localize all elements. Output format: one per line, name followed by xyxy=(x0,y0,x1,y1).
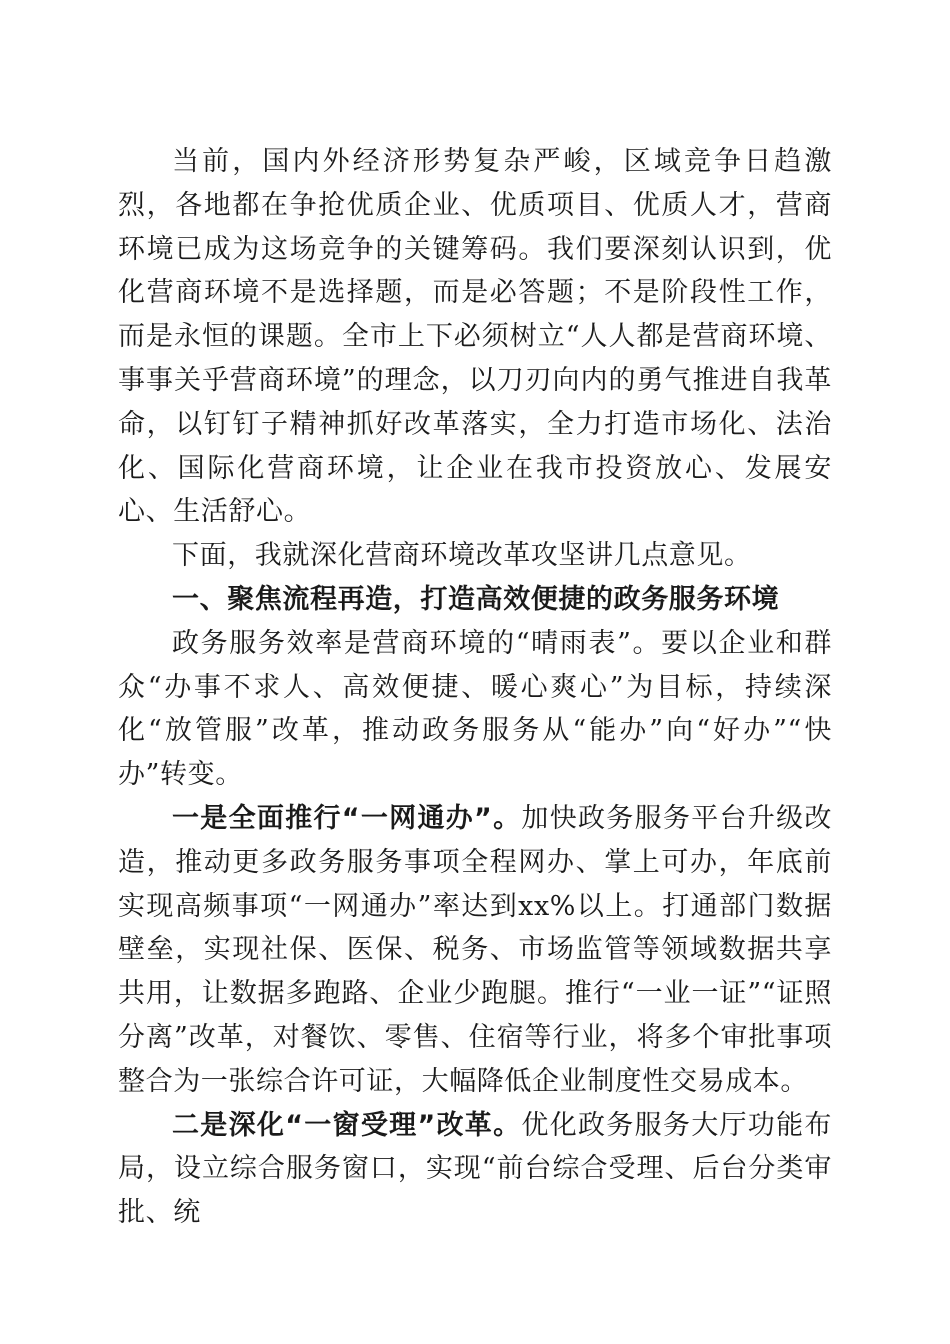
paragraph-transition: 下面，我就深化营商环境改革攻坚讲几点意见。 xyxy=(172,540,752,572)
paragraph-point-2 xyxy=(118,1104,832,1235)
paragraph-point-1 xyxy=(118,797,832,1104)
point-2-lead: 二是深化“一窗受理”改革。 xyxy=(172,1109,522,1141)
section-heading-1: 一、聚焦流程再造，打造高效便捷的政务服务环境 xyxy=(172,583,780,615)
point-1-lead: 一是全面推行“一网通办”。 xyxy=(172,802,522,834)
point-2-body: 优化政务服务大厅功能布局，设立综合服务窗口，实现“前台综合受理、后台分类审批、统 xyxy=(118,1109,832,1229)
paragraph-intro: 当前，国内外经济形势复杂严峻，区域竞争日趋激烈，各地都在争抢优质企业、优质项目、优质人才，营商环境已成为这场竞争的关键筹码。我们要深刻认识到，优化营商环境不是选择题，而是必答题；不是阶段性工作，而是永恒的课题。全市上下必须树立“人人都是营商环境、事事关乎营商环境”的理念，以刀刃向内的勇气推进自我革命，以钉钉子精神抓好改革落实，全力打造市场化、法治化、国际化营商环境，让企业在我市投资放心、发展安心、生活舒心。 xyxy=(118,146,832,528)
paragraph-section-intro: 政务服务效率是营商环境的“晴雨表”。要以企业和群众“办事不求人、高效便捷、暖心爽心”为目标，持续深化“放管服”改革，推动政务服务从“能办”向“好办”“快办”转变。 xyxy=(118,627,832,791)
document-body xyxy=(118,140,832,1235)
point-1-body: 加快政务服务平台升级改造，推动更多政务服务事项全程网办、掌上可办，年底前实现高频事项“一网通办”率达到xx%以上。打通部门数据壁垒，实现社保、医保、税务、市场监管等领域数据共享共用，让数据多跑路、企业少跑腿。推行“一业一证”“证照分离”改革，对餐饮、零售、住宿等行业，将多个审批事项整合为一张综合许可证，大幅降低企业制度性交易成本。 xyxy=(118,802,832,1097)
